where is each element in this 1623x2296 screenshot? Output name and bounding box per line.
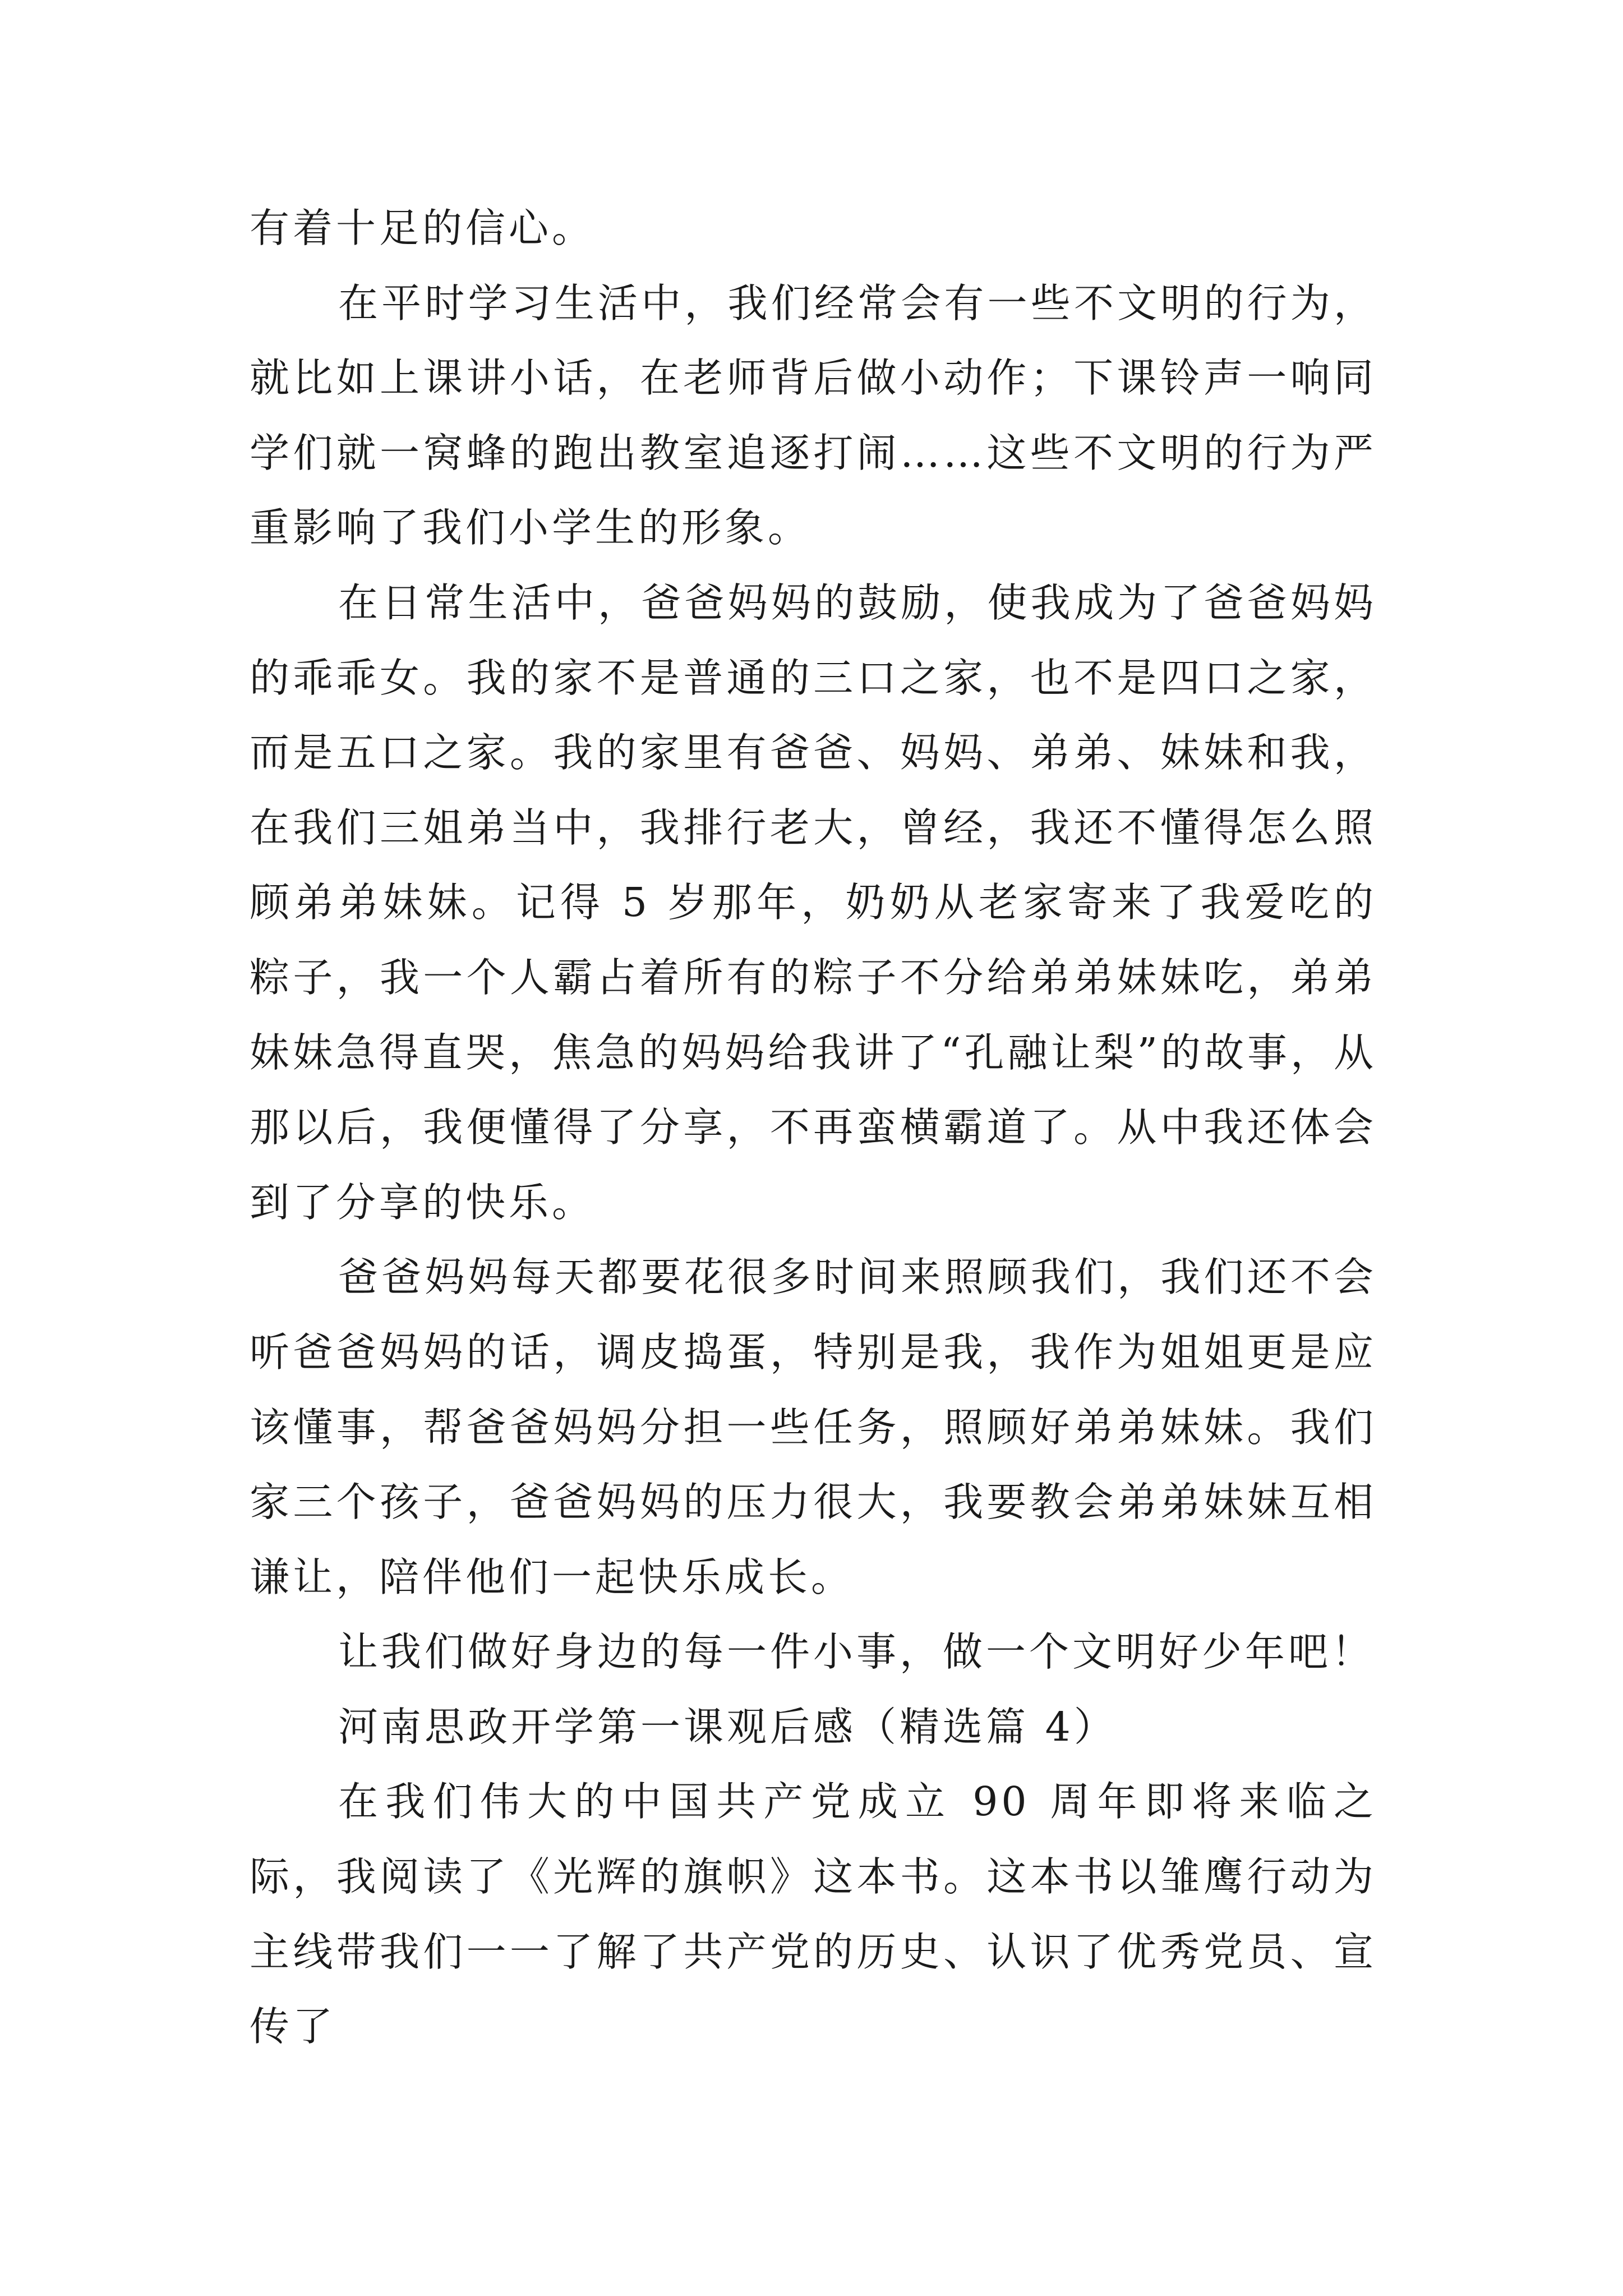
paragraph-book-reading: 在我们伟大的中国共产党成立 90 周年即将来临之际，我阅读了《光辉的旗帜》这本书。这本书以雏鹰行动为主线带我们一一了解了共产党的历史、认识了优秀党员、宣传了 (250, 1778, 1377, 2050)
paragraph-continuation: 有着十足的信心。 (250, 205, 596, 251)
paragraph-uncivil-behavior: 在平时学习生活中，我们经常会有一些不文明的行为，就比如上课讲小话，在老师背后做小动作；下课铃声一响同学们就一窝蜂的跑出教室追逐打闹……这些不文明的行为严重影响了我们小学生的形象。 (250, 279, 1377, 551)
paragraph-family-sharing: 在日常生活中，爸爸妈妈的鼓励，使我成为了爸爸妈妈的乖乖女。我的家不是普通的三口之家，也不是四口之家，而是五口之家。我的家里有爸爸、妈妈、弟弟、妹妹和我，在我们三姐弟当中，我排行老大，曾经，我还不懂得怎么照顾弟弟妹妹。记得 5 岁那年，奶奶从老家寄来了我爱吃的粽子，我一个人霸占着所有的粽子不分给弟弟妹妹吃，弟弟妹妹急得直哭，焦急的妈妈给我讲了“孔融让梨”的故事，从那以后，我便懂得了分享，不再蛮横霸道了。从中我还体会到了分享的快乐。 (250, 579, 1377, 1226)
paragraph-caring-siblings: 爸爸妈妈每天都要花很多时间来照顾我们，我们还不会听爸爸妈妈的话，调皮捣蛋，特别是我，我作为姐姐更是应该懂事，帮爸爸妈妈分担一些任务，照顾好弟弟妹妹。我们家三个孩子，爸爸妈妈的压力很大，我要教会弟弟妹妹互相谦让，陪伴他们一起快乐成长。 (250, 1254, 1377, 1600)
paragraph-call-to-action: 让我们做好身边的每一件小事，做一个文明好少年吧！ (338, 1628, 1375, 1676)
document-body (250, 191, 1377, 2064)
section-heading: 河南思政开学第一课观后感（精选篇 4） (338, 1703, 1117, 1750)
